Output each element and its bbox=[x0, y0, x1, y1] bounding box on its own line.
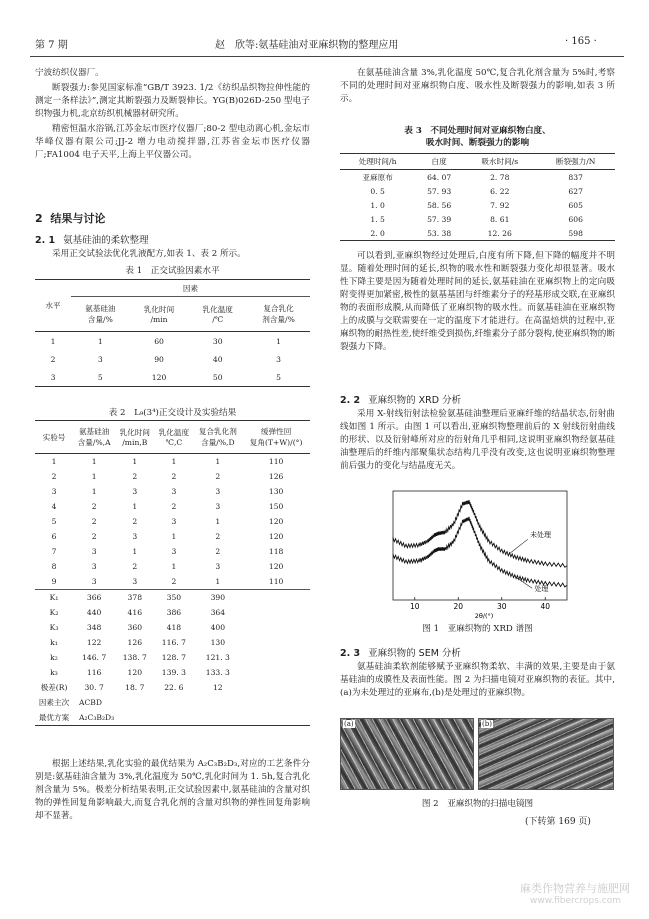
table-cell: 378 bbox=[127, 593, 143, 602]
table-cell: ACBD bbox=[79, 698, 102, 707]
table2-col-header: 缓弹性回 复角(T+W)/(°) bbox=[249, 427, 303, 447]
x-axis-label: 2θ/(°) bbox=[474, 612, 494, 620]
subsection-number: 2. 3 bbox=[340, 648, 361, 659]
paragraph: 断裂强力:参见国家标准“GB/T 3923. 1/2《纺织品织物拉伸性能的测定一条样法》”,测定其断裂强力及断裂伸长。YG(B)026D-250 型电子织物强力机,北京纺织机械器材研究所。 bbox=[35, 83, 310, 119]
table-cell: 120 bbox=[268, 517, 284, 526]
table-cell: 2 bbox=[171, 577, 177, 586]
header-page-number: · 165 · bbox=[565, 36, 597, 47]
sem-image-treated bbox=[478, 718, 614, 790]
table-cell: 4 bbox=[51, 502, 57, 511]
table-cell: 3 bbox=[132, 577, 138, 586]
figure1-caption: 图 1 亚麻织物的 XRD 谱图 bbox=[422, 624, 533, 634]
table-cell: 2 bbox=[215, 547, 221, 556]
table-cell: 1 bbox=[215, 577, 221, 586]
subsection-heading bbox=[340, 392, 461, 406]
table-row bbox=[35, 620, 310, 635]
table-cell: 2 bbox=[215, 532, 221, 541]
table-row bbox=[35, 454, 310, 470]
table-cell: 3 bbox=[171, 517, 177, 526]
table-row: 2 3 90 40 3 bbox=[50, 354, 281, 364]
table-cell: 364 bbox=[210, 608, 226, 617]
table-cell: 440 bbox=[86, 608, 102, 617]
table-cell: 418 bbox=[166, 623, 182, 632]
table-cell: 126 bbox=[268, 472, 284, 481]
paragraph: 根据上述结果,乳化实验的最优结果为 A₂C₃B₂D₃,对应的工艺条件分别是:氨基硅油含量为 3%,乳化温度为 50℃,乳化时间为 1. 5h,复合乳化剂含量为 5%。极差分析结果表明,正交试验因素中,氨基硅油的含量对织物的弹性回复角影响最大,而复合乳化剂的含量对织物的弹性回复角影响却不显著。 bbox=[35, 759, 310, 821]
sem-image-untreated bbox=[340, 718, 474, 790]
table1-col-header: 氨基硅油 含量/% bbox=[85, 304, 116, 324]
table-cell: 18. 7 bbox=[125, 683, 145, 692]
table-cell: 30. 7 bbox=[84, 683, 104, 692]
table-cell: 2 bbox=[171, 502, 177, 511]
table-row bbox=[35, 635, 310, 650]
table-cell: 128. 7 bbox=[161, 653, 186, 662]
table-row bbox=[35, 499, 310, 514]
table-cell: 133. 3 bbox=[205, 668, 230, 677]
table3-caption: 表 3 不同处理时间对亚麻织物白度、 吸水时间、断裂强力的影响 bbox=[404, 126, 551, 148]
table-cell: A₂C₃B₂D₃ bbox=[79, 713, 115, 722]
table-cell: 120 bbox=[127, 668, 143, 677]
paragraph: 采用正交试验法优化乳液配方,如表 1、表 2 所示。 bbox=[52, 249, 246, 259]
x-tick-label: 40 bbox=[540, 602, 551, 611]
table-cell: 400 bbox=[210, 623, 226, 632]
table3-col-header: 处理时间/h bbox=[358, 157, 397, 166]
table-cell: 2 bbox=[51, 472, 57, 481]
table-row bbox=[35, 605, 310, 620]
table-cell: 6 bbox=[51, 532, 57, 541]
table-cell bbox=[242, 680, 310, 695]
table-cell: 416 bbox=[127, 608, 143, 617]
table-cell: 1 bbox=[51, 457, 57, 466]
subsection-heading bbox=[340, 645, 461, 659]
table1-factor-header: 因素 bbox=[71, 280, 310, 297]
table-cell: 2 bbox=[215, 472, 221, 481]
table1-caption: 表 1 正交试验因素水平 bbox=[125, 266, 220, 276]
table-cell bbox=[242, 590, 310, 606]
table-cell bbox=[242, 620, 310, 635]
table-cell: 1 bbox=[91, 487, 97, 496]
section-number: 2 bbox=[35, 212, 43, 225]
paragraph: 氨基硅油柔软剂能够赋予亚麻织物柔软、丰满的效果,主要是由于氨基硅油的成膜性及表面性能。图 2 为扫描电镜对亚麻织物的表征。其中,(a)为未处理过的亚麻布,(b)是处理过的亚麻织物。 bbox=[340, 662, 615, 698]
table-cell: 因素主次 bbox=[38, 698, 70, 707]
subsection-number: 2. 1 bbox=[35, 235, 56, 246]
table-cell: 3 bbox=[91, 547, 97, 556]
table-cell: 360 bbox=[127, 623, 143, 632]
section-title: 结果与讨论 bbox=[50, 212, 106, 225]
paragraph: 可以看到,亚麻织物经过处理后,白度有所下降,但下降的幅度并不明显。随着处理时间的延长,织物的吸水性和断裂强力变化却很显著。吸水性下降主要是因为随着处理时间的延长,氨基硅油在亚麻织物上的定向吸附变得更加紧密,极性的氨基基团与纤维素分子的羟基形成交联,在亚麻织物的表面形成膜,从而降低了亚麻织物的吸水性。而氨基硅油在亚麻织物上的成膜与交联需要在一定的温度下才能进行。在高温焙烘的过程中,亚麻织物的耐热性差,使纤维受到损伤,纤维素分子部分裂构,使亚麻织物的断裂强力下降。 bbox=[340, 251, 615, 352]
table3-col-header: 断裂强力/N bbox=[555, 157, 596, 166]
header-issue: 第 7 期 bbox=[35, 40, 68, 51]
x-tick-label: 10 bbox=[409, 602, 420, 611]
table-cell: 3 bbox=[215, 487, 221, 496]
left-bottom-text bbox=[35, 758, 310, 825]
table-cell: k₂ bbox=[50, 653, 58, 662]
table-cell: 110 bbox=[268, 457, 284, 466]
table-cell: 116 bbox=[86, 668, 102, 677]
table-row bbox=[35, 514, 310, 529]
paragraph: 采用 X-射线衍射法检验氨基硅油整理后亚麻纤维的结晶状态,衍射曲线如图 1 所示。由图 1 可以看出,亚麻织物整理前后的 X 射线衍射曲线的形状、以及衍射峰所对应的衍射角几乎相同,这说明亚麻织物经氨基硅油整理后的纤维内部聚集状态结构几乎没有改变,这也说明亚麻织物整理前后强力的变化与结晶度无关。 bbox=[340, 409, 615, 471]
sem-label-b: (b) bbox=[482, 720, 492, 728]
table-cell bbox=[242, 605, 310, 620]
table-cell: 116. 7 bbox=[161, 638, 186, 647]
table-cell: 2 bbox=[132, 472, 138, 481]
table-cell: 8 bbox=[51, 562, 57, 571]
table-cell: 2 bbox=[132, 517, 138, 526]
table-row bbox=[35, 650, 310, 665]
x-tick-label: 20 bbox=[453, 602, 464, 611]
table-cell: 350 bbox=[166, 593, 182, 602]
table2-col-header: 氨基硅油 含量/%,A bbox=[77, 427, 111, 447]
table2-col-header: 乳化温度 ℃,C bbox=[158, 428, 190, 447]
table-cell: 121. 3 bbox=[205, 653, 230, 662]
table-row bbox=[35, 529, 310, 544]
table2-col-header: 复合乳化剂 含量/%,D bbox=[198, 427, 237, 447]
table-cell: 120 bbox=[268, 532, 284, 541]
table-cell: 7 bbox=[51, 547, 57, 556]
table-cell: 348 bbox=[86, 623, 102, 632]
sem-label-a: (a) bbox=[344, 720, 354, 728]
leader-line bbox=[510, 539, 527, 553]
table-cell: 22. 6 bbox=[164, 683, 184, 692]
table-cell: 2 bbox=[91, 532, 97, 541]
table-cell: 1 bbox=[171, 532, 177, 541]
table-row: 0. 5 57. 93 6. 22 627 bbox=[370, 186, 583, 196]
table-cell: 122 bbox=[86, 638, 102, 647]
table-cell: 118 bbox=[268, 547, 284, 556]
table1 bbox=[35, 279, 310, 387]
table-cell: 9 bbox=[51, 577, 57, 586]
table-cell: 2 bbox=[132, 562, 138, 571]
table-row bbox=[35, 695, 310, 710]
table-row bbox=[35, 484, 310, 499]
table-cell: 138. 7 bbox=[122, 653, 147, 662]
table-row bbox=[35, 574, 310, 590]
table-cell: 1 bbox=[91, 472, 97, 481]
table-row: 1 1 60 30 1 bbox=[50, 336, 281, 346]
table3 bbox=[340, 153, 615, 241]
table-cell: K₂ bbox=[49, 608, 59, 617]
table-cell: 1 bbox=[215, 457, 221, 466]
table-cell bbox=[242, 650, 310, 665]
x-tick-label: 30 bbox=[496, 602, 507, 611]
table-row bbox=[35, 710, 310, 726]
table-row bbox=[35, 680, 310, 695]
table-row bbox=[35, 590, 310, 606]
series-label-treated: 处理 bbox=[534, 585, 549, 594]
table-cell: 390 bbox=[210, 593, 226, 602]
table-cell: 3 bbox=[171, 487, 177, 496]
continued-note: (下转第 169 页) bbox=[525, 817, 591, 827]
table-cell: 386 bbox=[166, 608, 182, 617]
table-cell: 1 bbox=[132, 457, 138, 466]
table-row bbox=[35, 559, 310, 574]
section-heading bbox=[35, 210, 105, 226]
left-top-text bbox=[35, 67, 310, 164]
subsection-number: 2. 2 bbox=[340, 395, 361, 406]
table-cell: 110 bbox=[268, 577, 284, 586]
table-cell: 1 bbox=[91, 457, 97, 466]
watermark-url: www.fibercrops.com bbox=[530, 896, 621, 906]
table-row bbox=[35, 665, 310, 680]
paragraph: 在氨基硅油含量 3%,乳化温度 50℃,复合乳化剂含量为 5%时,考察不同的处理时间对亚麻织物白度、吸水性及断裂强力的影响,如表 3 所示。 bbox=[340, 68, 615, 104]
xrd-chart bbox=[375, 485, 575, 620]
table2-col-header: 乳化时间 /min,B bbox=[119, 428, 150, 447]
table-row bbox=[35, 469, 310, 484]
table-row: 1. 5 57. 39 8. 61 606 bbox=[370, 214, 583, 224]
table1-col-header: 复合乳化 剂含量/% bbox=[262, 304, 295, 324]
series-label-untreated: 未处理 bbox=[530, 531, 552, 540]
table3-col-header: 吸水时间/s bbox=[481, 157, 519, 166]
table-cell: 3 bbox=[91, 562, 97, 571]
table1-col-header: 乳化温度 /℃ bbox=[202, 305, 233, 324]
table-cell: 366 bbox=[86, 593, 102, 602]
table-cell: 130 bbox=[210, 638, 226, 647]
table2-caption: 表 2 L₉(3⁴)正交设计及实验结果 bbox=[108, 408, 237, 418]
table-row: 2. 0 53. 38 12. 26 598 bbox=[340, 226, 615, 241]
table-cell: K₁ bbox=[49, 593, 59, 602]
table2 bbox=[35, 420, 310, 726]
table-cell: 3 bbox=[171, 547, 177, 556]
table-cell: 1 bbox=[171, 562, 177, 571]
table-cell: 3 bbox=[91, 577, 97, 586]
table-row: 1. 0 58. 56 7. 92 605 bbox=[370, 200, 583, 210]
table-row bbox=[35, 544, 310, 559]
table-cell: 130 bbox=[268, 487, 284, 496]
table-cell: K₃ bbox=[49, 623, 59, 632]
table-cell bbox=[242, 665, 310, 680]
table-cell: 最优方案 bbox=[38, 713, 70, 722]
table-cell: 2 bbox=[171, 472, 177, 481]
table-cell: 1 bbox=[132, 502, 138, 511]
header-title: 赵 欣等:氨基硅油对亚麻织物的整理应用 bbox=[215, 40, 399, 51]
table-cell: 146. 7 bbox=[82, 653, 107, 662]
subsection-title: 亚麻织物的 SEM 分析 bbox=[368, 648, 461, 659]
subsection-title: 亚麻织物的 XRD 分析 bbox=[368, 395, 462, 406]
table1-col-header: 乳化时间 /min bbox=[143, 305, 175, 324]
paragraph: 精密恒温水浴锅,江苏金坛市医疗仪器厂;80-2 型电动离心机,金坛市华峰仪器有限公司;JJ-2 增力电动搅拌器,江苏省金坛市医疗仪器厂;FA1004 电子天平,上海上平仪器公司。 bbox=[35, 124, 310, 160]
table-cell: 3 bbox=[51, 487, 57, 496]
table-cell: 12 bbox=[212, 683, 223, 692]
table3-col-header: 白度 bbox=[431, 157, 447, 166]
table-cell: 139. 3 bbox=[161, 668, 186, 677]
table-cell bbox=[242, 635, 310, 650]
table1-level-header: 水平 bbox=[45, 301, 61, 310]
header-rule bbox=[30, 56, 624, 57]
table-cell: 极差(R) bbox=[40, 683, 68, 692]
table-cell: 1 bbox=[132, 547, 138, 556]
table-cell: k₁ bbox=[50, 638, 58, 647]
table-cell: 126 bbox=[127, 638, 143, 647]
table-cell: 150 bbox=[268, 502, 284, 511]
table-cell: 3 bbox=[132, 532, 138, 541]
table-cell: 3 bbox=[215, 562, 221, 571]
table-cell: 2 bbox=[91, 502, 97, 511]
watermark-title: 麻类作物营养与施肥网 bbox=[520, 882, 630, 895]
table-cell: 1 bbox=[215, 517, 221, 526]
table-cell: 3 bbox=[132, 487, 138, 496]
table-row: 亚麻原布 64. 07 2. 78 837 bbox=[362, 172, 583, 182]
table-cell: k₃ bbox=[50, 668, 58, 677]
table2-col-header: 实验号 bbox=[42, 432, 66, 442]
subsection-title: 氨基硅油的柔软整理 bbox=[63, 235, 149, 246]
paragraph: 宁波纺织仪器厂。 bbox=[35, 68, 104, 78]
table-cell: 3 bbox=[215, 502, 221, 511]
table-row: 3 5 120 50 5 bbox=[35, 368, 310, 387]
subsection-heading bbox=[35, 232, 149, 246]
table-cell: 120 bbox=[268, 562, 284, 571]
table-cell: 2 bbox=[91, 517, 97, 526]
table-cell: 1 bbox=[171, 457, 177, 466]
table-cell: 5 bbox=[51, 517, 57, 526]
figure2-caption: 图 2 亚麻织物的扫描电镜图 bbox=[421, 799, 534, 809]
